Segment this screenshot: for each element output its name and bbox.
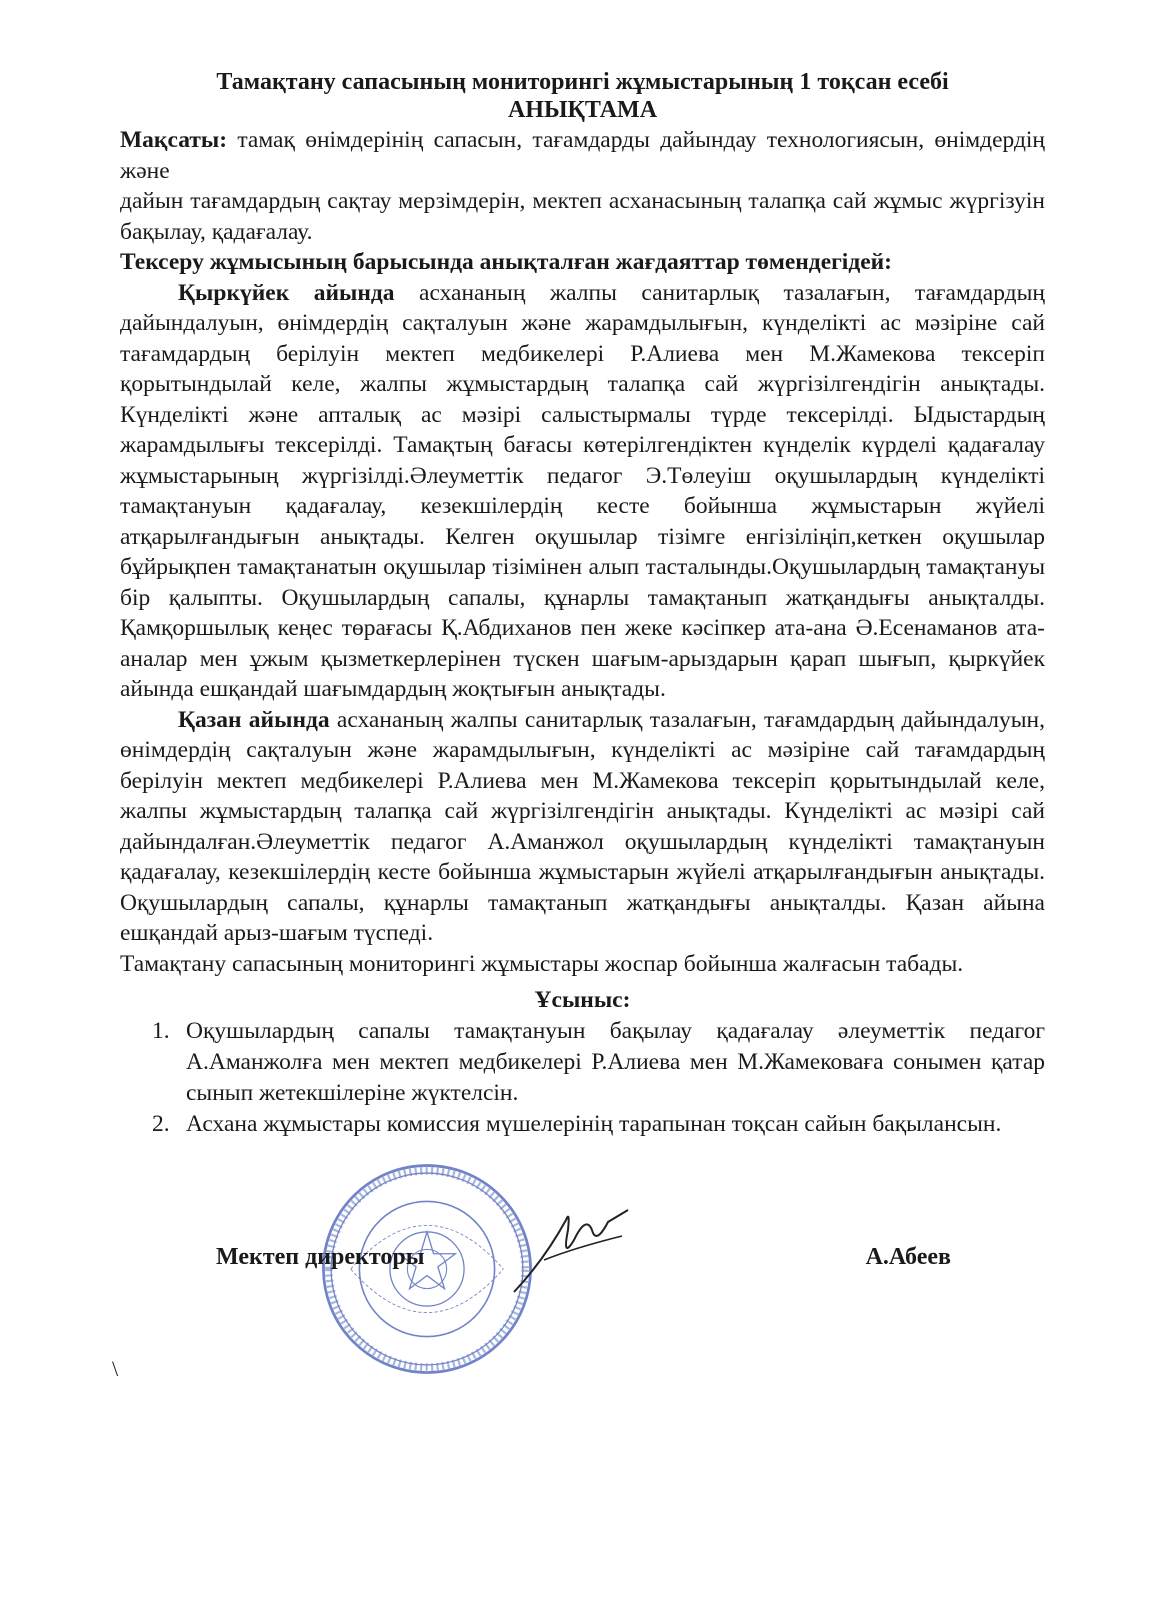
goal-label: Мақсаты: <box>120 127 228 153</box>
recommendations-heading: Ұсыныс: <box>534 987 631 1013</box>
goal-text-1: тамақ өнімдерінің сапасын, тағамдарды дайындау технологиясын, өнімдердің және <box>120 127 1046 184</box>
september-lead: Қыркүйек айында <box>178 279 395 306</box>
list-item <box>120 1016 1045 1109</box>
october-paragraph <box>120 705 1045 949</box>
list-item-text: Оқушылардың сапалы тамақтануын бақылау қадағалау әлеуметтік педагог А.Аманжолға мен мектеп медбикелері Р.Алиева мен М.Жамековаға сонымен қатар сынып жетекшілеріне жүктелсін. <box>186 1017 1045 1106</box>
list-item-number: 2. <box>152 1110 170 1137</box>
document-title: Тамақтану сапасының мониторингі жұмыстарының 1 тоқсан есебі <box>216 69 949 95</box>
october-text: асхананың жалпы санитарлық тазалағын, тағамдардың дайындалуын, өнімдердің сақталуын және жарамдылығын, күнделікті ас мәзіріне сай тағамдардың берілуін мектеп медбикелері Р.Алиева мен М.Жамекова тексеріп қорытындылай келе, жалпы жұмыстардың талапқа сай жүргізілгендігін анықтады. Күнделікті ас мәзірі сай дайындалған.Әлеуметтік педагог А.Аманжол оқушылардың күнделікті тамақтануын қадағалау, кезекшілердің кесте бойынша жұмыстарын жүйелі атқарылғандығын анықтады. Оқушылардың сапалы, құнарлы тамақтанып жатқандығы анықталды. Қазан айына ешқандай арыз-шағым түспеді. <box>120 706 1045 946</box>
september-text: асхананың жалпы санитарлық тазалағын, тағамдардың дайындалуын, өнімдердің сақталуын және жарамдылығын, күнделікті ас мәзіріне сай тағамдардың берілуін мектеп медбикелері Р.Алиева мен М.Жамекова тексеріп қорытындылай келе, жалпы жұмыстардың талапқа сай жүргізілгендігін анықтады. Күнделікті және апталық ас мәзірі салыстырмалы түрде тексерілді. Ыдыстардың жарамдылығы тексерілді. Тамақтың бағасы көтерілгендіктен күнделік күрделі қадағалау жұмыстарының жүргізілді.Әлеуметтік педагог Э.Төлеуіш оқушылардың күнделікті тамақтануын қадағалау, кезекшілердің кесте бойынша жұмыстарын жүйелі атқарылғандығын анықтады. Келген оқушылар тізімге енгізіліңіп,кеткен оқушылар бұйрықпен тамақтанатын оқушылар тізімінен алып тасталынды.Оқушылардың тамақтануы бір қалыпты. Оқушылардың сапалы, құнарлы тамақтанып жатқандығы анықталды. Қамқоршылық кеңес төрағасы Қ.Абдиханов пен жеке кәсіпкер ата-ана Ә.Есенаманов ата-аналар мен ұжым қызметкерлерінен түскен шағым-арыздарын қарап шығып, қыркүйек айында ешқандай шағымдардың жоқтығын анықтады. <box>120 279 1045 702</box>
director-role: Мектеп директоры <box>216 1244 425 1270</box>
director-name: А.Абеев <box>865 1244 951 1270</box>
closing-paragraph: Тамақтану сапасының мониторингі жұмыстары жоспар бойынша жалғасын табады. <box>120 950 964 977</box>
document-body <box>120 68 1045 1140</box>
goal-paragraph <box>120 125 1045 186</box>
september-paragraph <box>120 278 1045 705</box>
stray-mark: \ <box>112 1356 119 1381</box>
director-signature-icon <box>504 1200 644 1300</box>
october-lead: Қазан айында <box>178 706 330 733</box>
list-item-text: Асхана жұмыстары комиссия мүшелерінің тарапынан тоқсан сайын бақылансын. <box>186 1110 1002 1137</box>
list-item-number: 1. <box>152 1017 170 1044</box>
goal-paragraph-continued: дайын тағамдардың сақтау мерзімдерін, мектеп асханасының талапқа сай жұмыс жүргізуін бақылау, қадағалау. <box>120 188 1045 245</box>
document-subtitle: АНЫҚТАМА <box>507 97 658 123</box>
findings-heading: Тексеру жұмысының барысында анықталған жағдаяттар төмендегідей: <box>120 249 893 275</box>
recommendations-list <box>120 1016 1045 1140</box>
list-item <box>120 1109 1045 1140</box>
